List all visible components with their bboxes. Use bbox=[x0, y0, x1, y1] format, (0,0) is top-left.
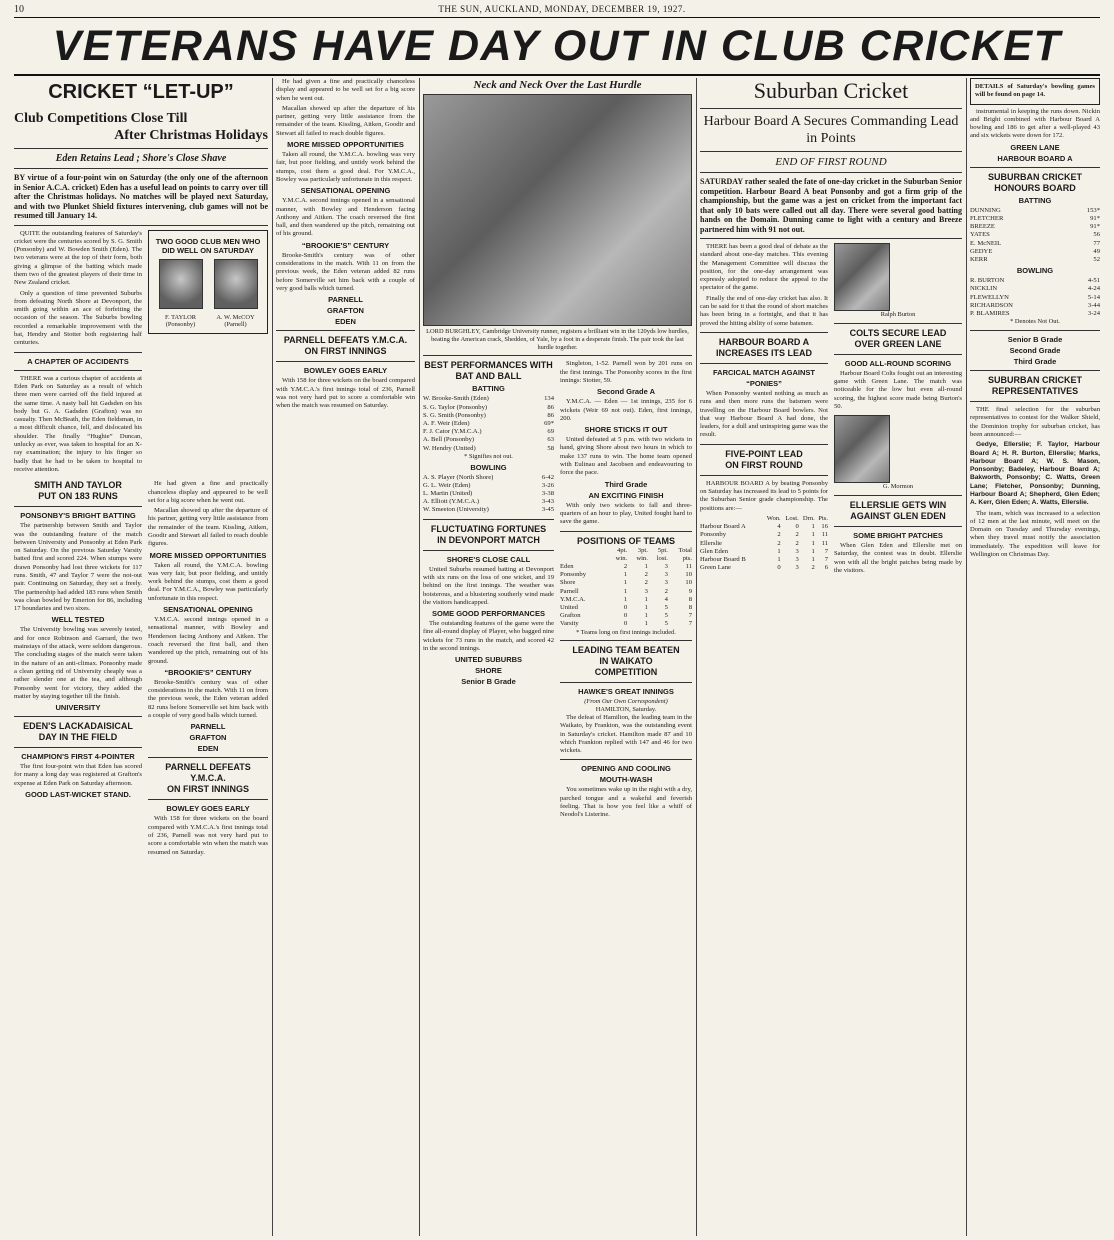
table-cell: S. G. Taylor (Ponsonby) bbox=[423, 403, 488, 411]
table-cell: 2 bbox=[664, 587, 668, 595]
article-paragraph: The University bowling was severely tested, and for once Robinson and Garrard, the two mainstays of the attack, were seldom dangerous. The concluding stages of the match were taken in the nature of an anti-climax. Ponsonby made a clean getting rid of University cheaply was a rather slender one at the tea, and although Ponsonby went for victory, they added the matter by staying together till the finish. bbox=[14, 626, 142, 700]
parnell-defeats-headline: PARNELL DEFEATS Y.M.C.A. bbox=[165, 762, 251, 784]
subdeck: Eden Retains Lead ; Shore's Close Shave bbox=[55, 153, 227, 164]
positions-subheader-row bbox=[560, 555, 692, 563]
page-folio bbox=[14, 4, 1100, 18]
suburban-deck: Harbour Board A Secures Commanding Lead in Points bbox=[703, 114, 959, 146]
best-performances-heading: BEST PERFORMANCES WITH BAT AND BALL bbox=[424, 360, 553, 382]
table-cell: 7 bbox=[688, 620, 692, 628]
table-cell: 5 bbox=[664, 612, 668, 620]
table-cell: 52 bbox=[1093, 256, 1100, 263]
article-paragraph: instrumental in keeping the runs down. Nickin and Bright combined with Harbour Board A bowling and 186 to get after a well-played 43 and six wickets were down for 172. bbox=[970, 107, 1100, 140]
article-paragraph: Brooke-Smith's century was of other considerations in the match. With 11 on from the previous week, the Eden veteran added 82 runs before Somerville set him back with a couple of very good balls which turned. bbox=[148, 678, 268, 720]
table-cell: 4pt. bbox=[617, 546, 628, 554]
table-cell: Total bbox=[678, 546, 692, 554]
points-row bbox=[700, 523, 828, 531]
table-cell: 4 bbox=[777, 523, 781, 531]
table-cell: Glen Eden bbox=[700, 547, 729, 555]
table-cell: 1 bbox=[811, 547, 815, 555]
allround-subhead: GOOD ALL-ROUND SCORING bbox=[844, 358, 952, 368]
sensational-subhead: SENSATIONAL OPENING bbox=[163, 605, 253, 615]
table-cell: 134 bbox=[544, 395, 554, 403]
table-cell: 9 bbox=[688, 587, 692, 595]
united-title: UNITED SUBURBS bbox=[454, 655, 523, 665]
table-cell: 3-38 bbox=[541, 490, 554, 498]
table-cell: 1 bbox=[644, 595, 648, 603]
batting-row bbox=[423, 436, 554, 444]
table-cell: 1 bbox=[623, 579, 628, 587]
honours-batting-row bbox=[970, 240, 1100, 248]
positions-row bbox=[560, 604, 692, 612]
positions-row bbox=[560, 588, 692, 596]
table-cell bbox=[560, 547, 607, 555]
table-cell: A. Bell (Ponsonby) bbox=[423, 436, 475, 444]
eden-title: EDEN bbox=[197, 744, 219, 754]
positions-heading: POSITIONS OF TEAMS bbox=[576, 535, 675, 546]
left-article: CRICKET “LET-UP” Club Competitions Close Till After Christmas Holidays Eden Retains Lead ; Shore's Close Shave BY virtue of a four-point win on Saturday (the only one of the afternoon in Senior A.C.A. cricket) Eden has a useful lead on points to carry over till after the Christmas holidays. No matches will be played next Saturday, and with two Plunket Shield fixtures intervening, club games will not be resumed till January 14. QUITE the outstanding features of Saturday's cricket were the centuries scored by S. G. Smith (Ponsonby) and W. Bowden Smith (Eden). The two veterans were at the top of their form, both giving a glimpse of the batting which made them two of the greatest players of their time in New Zealand cricket. Only a question of time prevented Suburbs from defeating North Shore at Devonport, the smith going within an ace of forfeiting the occasion of the season. The Suburbs bowling recorded a remarkable improvement with the bat, Hendry and Stotter both registering half centuries. A CHAPTER OF ACCIDENTS THERE was a curious chapter of accidents at Eden Park on Saturday as a result of which three men were carried off the field injured at the same time. A nasty ball hit Gadsden on his body but G. A. Gadsden (Grafton) was no casualty. Then McBeath, the Eden fieldsman, in a most difficult chance, fell, and dislocated his shoulder. The finally “Hughie” Duncan, unlucky as ever, was taken to hospital for an X-ray examination; the injury to his finger so badly that he had to be taken to hospital to receive attention. TWO GOOD CLUB MEN WHO DID WELL ON SATURDAY F. TAYLOR (Ponsonby) A. W. McCOY (Parnell) SMITH AND TAYLOR PUT ON 183 RUNS PONSONBY'S BRIGHT BATTING The partnership between Smith and Taylor was the outstanding feature of the match between University and Ponsonby at Eden Park on Saturday. On the previous Saturday Varsity batted first and scored 224. When stumps were drawn Ponsonby had lost three wickets for 117 runs. Smith, 47 and Taylor 7 were the not-out pair. Continuing on Saturday, they set a freely. The partnership had added 183 runs when Smith was clean bowled by Emerton for 86, including 17 boundaries and two sixes. WELL TESTED The University bowling was severely tested, and for once Robinson and Garrard, the two mainstays of the attack, were seldom dangerous. The concluding stages of the match were taken in the nature of an anti-climax. Ponsonby made a clean getting rid of University cheaply was a rather slender one at the tea, and although Ponsonby went for victory, they added the matter by staying together till the finish. UNIVERSITY EDEN'S LACKADAISICAL DAY IN THE FIELD CHAMPION'S FIRST 4-POINTER The first four-point win that Eden has scored for many a long day was registered at Grafton's expense at Eden Park on Saturday afternoon. GOOD LAST-WICKET STAND. He had given a fine and practically chanceless display and appeared to be well set for a big score when he went out. Macallan showed up after the departure of his partner, getting very little assistance from the remainder of the team. Kissling, Aitken, Goodir and Stewart all failed to reach double figures. MORE MISSED OPPORTUNITIES Taken all round, the Y.M.C.A. bowling was very fair, but poor fielding, and untidy work behind the stumps, cost them a good deal. For Y.M.C.A., Bowley was particularly unfortunate in this respect. SENSATIONAL OPENING Y.M.C.A. second innings opened in a sensational manner, with Bowley and Henderson facing Anthony and Aitken. The coach reversed the first ball, and then wandered up the pitch, remaining out of his ground. “BROOKIE'S” CENTURY Brooke-Smith's century was of other considerations in the match. With 11 on from the previous week, the Eden veteran added 82 runs before Somerville set him back with a couple of very good balls which turned. PARNELL GRAFTON EDEN PARNELL DEFEATS Y.M.C.A. ON FIRST INNINGS BOWLEY GOES EARLY With 158 for three wickets on the board compared with Y.M.C.A.'s first innings total of 236, Parnell was not very hard put to score a comfortable win when the match was resumed on Saturday. bbox=[14, 81, 268, 856]
positions-row bbox=[560, 612, 692, 620]
shore-close-subhead: SHORE'S CLOSE CALL bbox=[446, 554, 531, 564]
table-cell: 1 bbox=[644, 620, 648, 628]
table-cell: Harbour Board A bbox=[700, 523, 746, 531]
main-headline: VETERANS HAVE DAY OUT IN CLUB CRICKET bbox=[52, 22, 1062, 70]
senior-b-title: Senior B Grade bbox=[1007, 335, 1063, 345]
table-cell: 0 bbox=[623, 612, 628, 620]
article-paragraph: United defeated at 5 p.m. with two wickets in hand, giving Shore about two hours in which to make 137 runs to win. The home team opened with Eulinau and Jacobsen and endeavouring to force the pace. bbox=[560, 436, 692, 477]
table-cell: 91* bbox=[1090, 223, 1100, 231]
table-cell: 8 bbox=[688, 603, 692, 611]
points-row bbox=[700, 540, 828, 548]
points-row bbox=[700, 548, 828, 556]
eden-headline: EDEN'S LACKADAISICAL bbox=[23, 721, 133, 732]
table-cell: 1 bbox=[811, 555, 815, 563]
details-box: DETAILS of Saturday's bowling games will be found on page 14. bbox=[970, 78, 1100, 105]
table-cell: 3 bbox=[664, 562, 668, 570]
table-cell: win. bbox=[636, 554, 648, 562]
bowling-row bbox=[423, 482, 554, 490]
table-cell: 49 bbox=[1093, 247, 1100, 255]
suburban-article: Suburban Cricket Harbour Board A Secures Commanding Lead in Points END OF FIRST ROUND SATURDAY rather sealed the fate of one-day cricket in the Suburban Senior competition. Harbour Board A beat Ponsonby and got a firm grip of the championship, but the game was a jest on cricket from the important fact that only 10 bats were called out all day. There were several good batting hands on the Domain. Dunning came to light with a century and Breeze partnered him with 91 not out. THERE has been a good deal of debate as the standard about one-day matches. This evening the Management Committee will discuss the position, for the one-day arrangement was expressly adopted to reduce the appeal to the spectator of the game. Finally the end of one-day cricket has also. It can be said for it that the round of short matches has been bring in a fortnight, and that it has proved the hitting ability of some batsmen. HARBOUR BOARD A INCREASES ITS LEAD FARCICAL MATCH AGAINST “PONIES” When Ponsonby wanted nothing as much as runs and then more runs the batsmen were travelling on the Harbour Board bowlers. Not that way Harbour Board A had done, the leaders, for a dull and uninspiring game was the result. FIVE-POINT LEAD ON FIRST ROUND HARBOUR BOARD A by beating Ponsonby on Saturday has increased its lead to 5 points for the Suburban Senior grade championship. The positions are:— Won. Lost. Drn. Pts. Harbour Board A 4 0 1 16 Ponsonby 2 2 1 11 Ellerslie 2 2 1 11 Glen Eden 1 3 1 7 Harbour Board B 1 3 1 7 Green Lane 0 3 2 6 Ralph Burton COLTS SECURE LEAD OVER GREEN LANE GOOD ALL-ROUND SCORING Harbour Board Colts fought out an interesting game with Green Lane. The match was noticeable for the low but even all-round scoring, the highest score made being Burton's 50. G. Mormon ELLERSLIE GETS WIN AGAINST GLEN EDEN SOME BRIGHT PATCHES When Glen Eden and Ellerslie met on Saturday, the contest was in doubt. Ellerslie won with all the bright patches being made by the visitors. bbox=[700, 78, 962, 574]
table-cell: 11 bbox=[821, 539, 828, 547]
lead-paragraph: BY virtue of a four-point win on Saturday (the only one of the afternoon in Senior A.C.A. cricket) Eden has a useful lead on points to carry over till after the Christmas holidays. No matches will be played next Saturday, and with two Plunket Shield fixtures intervening, club games will not be resumed till January 14. bbox=[14, 173, 268, 220]
table-cell: A. F. Weir (Eden) bbox=[423, 420, 470, 427]
table-cell: 1 bbox=[811, 531, 815, 539]
table-cell: G. L. Weir (Eden) bbox=[423, 481, 471, 489]
table-cell: 6-42 bbox=[541, 473, 554, 481]
paper-date-line: THE SUN, AUCKLAND, MONDAY, DECEMBER 19, 1927. bbox=[438, 4, 686, 14]
grafton-title: GRAFTON bbox=[189, 733, 227, 743]
batting-row bbox=[423, 412, 554, 420]
article-paragraph: You sometimes wake up in the night with a dry, parched tongue and a wakeful and feverish feeling. That is how you feel like a whiff of Neodol's Listerine. bbox=[560, 786, 692, 819]
smith-subhead: PONSONBY'S BRIGHT BATTING bbox=[20, 511, 136, 521]
smith-taylor-headline: SMITH AND TAYLOR bbox=[34, 480, 122, 491]
deck-line-2: After Christmas Holidays bbox=[114, 128, 268, 143]
headline-rule bbox=[14, 74, 1100, 76]
honours-batting-table bbox=[970, 207, 1100, 264]
leading-team-headline: LEADING TEAM BEATEN bbox=[572, 645, 680, 656]
article-paragraph: With 158 for three wickets on the board compared with Y.M.C.A.'s first innings total of 236, Parnell was not very hard put to score a comfortable win when the match was resumed on Saturday. bbox=[148, 815, 268, 856]
table-cell: 0 bbox=[777, 564, 781, 572]
table-cell: 7 bbox=[688, 612, 692, 620]
table-cell: Pts. bbox=[818, 514, 828, 522]
table-cell: 2 bbox=[811, 564, 815, 572]
article-paragraph: THERE was a curious chapter of accidents at Eden Park on Saturday as a result of which three men were carried off the field injured at the same time. A nasty ball hit Gadsden on his body but G. A. Gadsden (Grafton) was no casualty. Then McBeath, the Eden fieldsman, in a most difficult chance, fell, and dislocated his shoulder. The finally “Hughie” Duncan, unlucky as ever, was taken to hospital for an X-ray examination; the injury to his finger so badly that he had to be taken to hospital to receive attention. bbox=[14, 374, 142, 473]
col2-article: He had given a fine and practically chanceless display and appeared to be well set for a big score when he went out. Macallan showed up after the departure of his partner, getting very little assistance from the remainder of the team. Kissling, Aitken, Goodir and Stewart all failed to reach double figures. MORE MISSED OPPORTUNITIES Taken all round, the Y.M.C.A. bowling was very fair, but poor fielding, and untidy work behind the stumps, cost them a good deal. For Y.M.C.A., Bowley was particularly unfortunate in this respect. SENSATIONAL OPENING Y.M.C.A. second innings opened in a sensational manner, with Bowley and Henderson facing Anthony and Aitken. The coach reversed the first ball, and then wandered up the pitch, remaining out of his ground. “BROOKIE'S” CENTURY Brooke-Smith's century was of other considerations in the match. With 11 on from the previous week, the Eden veteran added 82 runs before Somerville set him back with a couple of very good balls which turned. PARNELL GRAFTON EDEN PARNELL DEFEATS Y.M.C.A. ON FIRST INNINGS BOWLEY GOES EARLY With 158 for three wickets on the board compared with Y.M.C.A.'s first innings total of 236, Parnell was not very hard put to score a comfortable win when the match was resumed on Saturday. bbox=[276, 78, 415, 410]
table-cell: Ponsonby bbox=[700, 531, 727, 539]
table-cell: 4-24 bbox=[1087, 285, 1100, 293]
table-cell: 0 bbox=[623, 620, 628, 628]
table-cell: 91* bbox=[1090, 214, 1100, 222]
table-cell: 1 bbox=[623, 571, 628, 579]
table-cell: 3-45 bbox=[541, 506, 554, 514]
table-cell: Won. bbox=[766, 514, 781, 522]
photo-caption: LORD BURGHLEY, Cambridge University runner, registers a brilliant win in the 120yds low hurdles, beating the American crack, Shedden, of Yale, by a foot in a desperate finish. The pair took the last hurdle together. bbox=[426, 328, 689, 351]
table-cell: 56 bbox=[1093, 231, 1100, 239]
batting-row bbox=[423, 428, 554, 436]
brookie-subhead: “BROOKIE'S” CENTURY bbox=[164, 667, 252, 677]
table-cell: Varsity bbox=[560, 620, 579, 628]
table-cell: FLEWELLYN bbox=[970, 293, 1009, 301]
table-cell: E. McNEIL bbox=[970, 239, 1002, 247]
cricket-letup-headline: CRICKET “LET-UP” bbox=[48, 81, 234, 103]
positions-row bbox=[560, 563, 692, 571]
table-cell: 3-26 bbox=[541, 481, 554, 489]
table-cell: 3 bbox=[795, 547, 799, 555]
honours-batting-row bbox=[970, 231, 1100, 239]
table-cell: 69 bbox=[547, 428, 554, 436]
table-cell: KERR bbox=[970, 256, 988, 263]
batting-row bbox=[423, 395, 554, 403]
table-cell: Green Lane bbox=[700, 564, 731, 572]
table-cell bbox=[560, 555, 607, 563]
photo-club: (Parnell) bbox=[224, 321, 247, 329]
grade-a2-title: Second Grade A bbox=[596, 387, 656, 397]
hawke-subhead: HAWKE'S GREAT INNINGS bbox=[578, 687, 674, 697]
table-cell: 16 bbox=[821, 523, 828, 531]
harbour-a-title: HARBOUR BOARD A bbox=[997, 153, 1073, 163]
bowling-table bbox=[423, 474, 554, 515]
article-paragraph: With only two wickets to fall and three-quarters of an hour to play, United fought hard to save the game. bbox=[560, 501, 692, 526]
batting-table bbox=[423, 395, 554, 452]
bowley-subhead: BOWLEY GOES EARLY bbox=[166, 804, 250, 814]
table-cell: win. bbox=[615, 554, 628, 562]
points-row bbox=[700, 556, 828, 564]
photo-box bbox=[148, 230, 268, 335]
suburban-lead: SATURDAY rather sealed the fate of one-day cricket in the Suburban Senior competition. Harbour Board A beat Ponsonby and got a firm grip of the championship, but the game was a jest on cricket from the important fact that only 10 bats were called out all day. There were several good batting hands on the Domain. Dunning came to light with a century and Breeze partnered him with 91 not out. bbox=[700, 177, 962, 234]
table-cell: Eden bbox=[560, 562, 574, 570]
points-row bbox=[700, 531, 828, 539]
honours-bowling-row bbox=[970, 294, 1100, 302]
well-tested-subhead: WELL TESTED bbox=[51, 615, 105, 625]
honours-bowling-row bbox=[970, 277, 1100, 285]
bowling-row bbox=[423, 506, 554, 514]
article-paragraph: When Glen Eden and Ellerslie met on Saturday, the contest was in doubt. Ellerslie won with all the bright patches being made by the visitors. bbox=[834, 542, 962, 574]
bowling-row bbox=[423, 474, 554, 482]
table-cell: S. G. Smith (Ponsonby) bbox=[423, 411, 486, 419]
table-cell: 5pt. bbox=[657, 546, 668, 554]
table-cell: R. BURTON bbox=[970, 277, 1005, 285]
positions-row bbox=[560, 596, 692, 604]
deck-line-1: Club Competitions Close Till bbox=[14, 111, 188, 126]
table-cell: 1 bbox=[811, 539, 815, 547]
table-cell: 5-14 bbox=[1087, 293, 1100, 301]
article-paragraph: The first four-point win that Eden has scored for many a long day was registered at Grafton's expense at Eden Park on Saturday afternoon. bbox=[14, 763, 142, 787]
article-paragraph: Only a question of time prevented Suburbs from defeating North Shore at Devonport, the smith going within an ace of forfeiting the occasion of the season. The Suburbs bowling recorded a remarkable improvement with the bat, Hendry and Stotter both registering half centuries. bbox=[14, 289, 142, 347]
honours-bowling-table bbox=[970, 277, 1100, 318]
table-cell: 63 bbox=[547, 436, 554, 444]
table-cell: Y.M.C.A. bbox=[560, 595, 586, 603]
eden-subhead: CHAMPION'S FIRST 4-POINTER bbox=[21, 752, 135, 762]
table-cell: Lost. bbox=[785, 514, 799, 522]
table-cell: 3 bbox=[644, 587, 648, 595]
table-cell: 2 bbox=[777, 539, 781, 547]
table-cell bbox=[700, 515, 762, 523]
table-cell: Grafton bbox=[560, 612, 581, 620]
table-cell: 2 bbox=[777, 531, 781, 539]
table-cell: DUNNING bbox=[970, 206, 1001, 214]
honours-batting-row bbox=[970, 223, 1100, 231]
table-cell: 77 bbox=[1093, 239, 1100, 247]
mormon-photo bbox=[834, 415, 890, 483]
table-cell: 1 bbox=[623, 595, 628, 603]
taylor-photo bbox=[159, 259, 203, 309]
honours-batting-row bbox=[970, 207, 1100, 215]
table-cell: L. Martin (United) bbox=[423, 490, 473, 498]
table-cell: Ponsonby bbox=[560, 571, 587, 579]
table-cell: 1 bbox=[623, 587, 628, 595]
photo-title: Neck and Neck Over the Last Hurdle bbox=[473, 79, 642, 91]
table-cell: 3 bbox=[795, 564, 799, 572]
table-cell: 10 bbox=[685, 579, 692, 587]
five-point-headline: FIVE-POINT LEAD bbox=[725, 448, 803, 459]
table-cell: 10 bbox=[685, 571, 692, 579]
table-cell: 5 bbox=[664, 603, 668, 611]
honours-headline: SUBURBAN CRICKET bbox=[988, 171, 1082, 182]
article-paragraph: HARBOUR BOARD A by beating Ponsonby on Saturday has increased its lead to 5 points for the Suburban Senior grade championship. The positions are:— bbox=[700, 479, 828, 512]
article-paragraph: The defeat of Hamilton, the leading team in the Waikato, by Frankton, was the outstanding event in Saturday's cricket. Hamilton made 87 and 10 which Frankton replied with 147 and 46 for two wickets. bbox=[560, 713, 692, 755]
table-cell: 2 bbox=[795, 539, 799, 547]
reps-headline: SUBURBAN CRICKET bbox=[988, 375, 1082, 386]
table-cell: Ellerslie bbox=[700, 539, 722, 547]
table-cell: 2 bbox=[644, 571, 648, 579]
table-cell: 3 bbox=[664, 571, 668, 579]
points-row bbox=[700, 564, 828, 572]
table-cell: 7 bbox=[824, 555, 828, 563]
table-cell: 6 bbox=[824, 564, 828, 572]
right-column: DETAILS of Saturday's bowling games will be found on page 14. instrumental in keeping the runs down. Nickin and Bright combined with Harbour Board A bowling and 186 to get after a well-played 43 and six wickets were down for 172. GREEN LANE HARBOUR BOARD A SUBURBAN CRICKET HONOURS BOARD BATTING DUNNING 153* FLETCHER 91* BREEZE 91* YATES 56 E. McNEIL 77 GEDYE 49 KERR 52 BOWLING R. BURTON 4-51 NICKLIN 4-24 FLEWELLYN 5-14 RICHARDSON 3-44 P. BLAMIRES 3-24 * Denotes Not Out. Senior B Grade Second Grade Third Grade SUBURBAN CRICKET REPRESENTATIVES THE final selection for the suburban representatives to contest for the Walker Shield, the Dominion trophy for suburban cricket, has been announced:— Gedye, Ellerslie; F. Taylor, Harbour Board A; H. R. Burton, Ellerslie; Marks, Harbour Board A; W. S. Mason, Ponsonby; Badeley, Harbour Board A; Bakworth, Ponsonby; C. Watts, Green Lane; Fletcher, Ponsonby; Dunning, Harbour Board A; Shepherd, Glen Eden; A. Kerr, Glen Eden; A. Watts, Ellerslie. The team, which was increased to a selection of 12 men at the last minute, will meet on the Domain on Tuesday and Thursday evenings, when they travel must notify the association immediately. The expedition will leave for Wellington on Christmas Day. bbox=[970, 78, 1100, 1236]
article-paragraph: Taken all round, the Y.M.C.A. bowling was very fair, but poor fielding, and untidy work behind the stumps, cost them a good deal. For Y.M.C.A., Bowley was particularly unfortunate in this respect. bbox=[148, 561, 268, 602]
table-cell: 3-24 bbox=[1087, 310, 1100, 318]
second-grade-title: Second Grade bbox=[1009, 346, 1061, 356]
table-cell: RICHARDSON bbox=[970, 301, 1013, 309]
points-header-row bbox=[700, 515, 828, 523]
burton-photo bbox=[834, 243, 890, 311]
honours-bowling-row bbox=[970, 302, 1100, 310]
table-cell: A. Elliott (Y.M.C.A.) bbox=[423, 498, 480, 506]
third-grade-title: Third Grade bbox=[1013, 357, 1057, 367]
table-cell: 2 bbox=[623, 562, 628, 570]
honours-batting-row bbox=[970, 256, 1100, 264]
page-number: 10 bbox=[14, 4, 24, 15]
center-section: Neck and Neck Over the Last Hurdle LORD BURGHLEY, Cambridge University runner, registers a brilliant win in the 120yds low hurdles, beating the American crack, Shedden, of Yale, by a foot in a desperate finish. The pair took the last hurdle together. BEST PERFORMANCES WITH BAT AND BALL BATTING W. Brooke-Smith (Eden) 134 S. G. Taylor (Ponsonby) 86 S. G. Smith (Ponsonby) 86 A. F. Weir (Eden) 69* F. J. Cator (Y.M.C.A.) 69 A. Bell (Ponsonby) 63 W. Hendry (United) 58 * Signifies not out. BOWLING A. S. Player (North Shore) 6-42 G. L. Weir (Eden) 3-26 L. Martin (United) 3-38 A. Elliott (Y.M.C.A.) 3-43 W. Smeeton (University) 3-45 FLUCTUATING FORTUNES IN DEVONPORT MATCH SHORE'S CLOSE CALL United Suburbs resumed batting at Devonport with six runs on the loss of one wicket, and 19 behind on the first innings. The weather was boisterous, and a blustering southerly wind made the visitors handicapped. SOME GOOD PERFORMANCES The outstanding features of the game were the fine all-round display of Player, who bagged nine wickets for 73 runs in the match, and scored 42 in the second innings. UNITED SUBURBS SHORE Senior B Grade Singleton, 1-52. Parnell won by 201 runs on the first innings. The Ponsonby scores in the first innings: Stotter, 59. Second Grade A Y.M.C.A. — Eden — 1st innings, 235 for 6 wickets (Weir 69 not out). Eden, first innings, 200. SHORE STICKS IT OUT United defeated at 5 p.m. with two wickets in hand, giving Shore about two hours in which to make 137 runs to win. The home team opened with Eulinau and Jacobsen and endeavouring to force the pace. Third Grade AN EXCITING FINISH With only two wickets to fall and three-quarters of an hour to play, United fought hard to save the game. POSITIONS OF TEAMS 4pt. 3pt. 5pt. Total win. win. lost. pts. Eden 2 1 3 11 Ponsonby 1 2 3 10 Shore 1 2 3 10 Parnell 1 3 2 9 Y.M.C.A. 1 1 4 8 United 0 1 5 8 Grafton 0 1 5 7 Varsity 0 1 5 7 * Teams long on first innings included. LEADING TEAM BEATEN IN WAIKATO COMPETITION HAWKE'S GREAT INNINGS (From Our Own Correspondent) HAMILTON, Saturday. The defeat of Hamilton, the leading team in the Waikato, by Frankton, was the outstanding event in Saturday's cricket. Hamilton made 87 and 10 which Frankton replied with 147 and 46 for two wickets. OPENING AND COOLING MOUTH-WASH You sometimes wake up in the night with a dry, parched tongue and a wakeful and feverish feeling. That is how you feel like a whiff of Neodol's Listerine. bbox=[423, 79, 692, 819]
table-cell: P. BLAMIRES bbox=[970, 310, 1010, 318]
table-cell: 11 bbox=[821, 531, 828, 539]
article-paragraph: The outstanding features of the game were the fine all-round display of Player, who bagged nine wickets for 73 runs in the match, and scored 42 in the second innings. bbox=[423, 620, 554, 652]
article-paragraph: The team, which was increased to a selection of 12 men at the last minute, will meet on the Domain on Tuesday and Thursday evenings, when they travel must notify the association immediately. The expedition will leave for Wellington on Christmas Day. bbox=[970, 509, 1100, 559]
shore-sticks-subhead: SHORE STICKS IT OUT bbox=[584, 425, 668, 435]
exciting-subhead: AN EXCITING FINISH bbox=[588, 490, 664, 500]
good-perf-subhead: SOME GOOD PERFORMANCES bbox=[432, 609, 545, 619]
article-paragraph: THERE has been a good deal of debate as the standard about one-day matches. This evening the Management Committee will discuss the position, for the one-day arrangement was expressly adopted to reduce the appeal to the spectator of the game. bbox=[700, 243, 828, 292]
table-cell: YATES bbox=[970, 231, 990, 239]
hurdle-race-photo bbox=[423, 94, 692, 326]
table-cell: FLETCHER bbox=[970, 214, 1004, 222]
table-cell: Drn. bbox=[802, 514, 815, 522]
table-cell: 1 bbox=[811, 523, 815, 531]
article-paragraph: He had given a fine and practically chanceless display and appeared to be well set for a big score when he went out. bbox=[148, 480, 268, 504]
bright-subhead: SOME BRIGHT PATCHES bbox=[853, 531, 943, 541]
bowling-row bbox=[423, 490, 554, 498]
table-cell: 3pt. bbox=[637, 546, 648, 554]
chapter-heading: A CHAPTER OF ACCIDENTS bbox=[27, 356, 129, 366]
table-cell: 86 bbox=[547, 411, 554, 419]
honours-bowling-row bbox=[970, 285, 1100, 293]
positions-row bbox=[560, 571, 692, 579]
article-paragraph: Y.M.C.A. second innings opened in a sensational manner, with Bowley and Henderson facing Anthony and Aitken. The coach reversed the first ball, and then wandered up the pitch, remaining out of his ground. bbox=[148, 616, 268, 665]
table-cell: Shore bbox=[560, 579, 576, 587]
table-cell: United bbox=[560, 603, 578, 611]
table-cell: 8 bbox=[688, 595, 692, 603]
missed-subhead: MORE MISSED OPPORTUNITIES bbox=[149, 550, 267, 560]
article-paragraph: THE final selection for the suburban representatives to contest for the Walker Shield, the Dominion trophy for suburban cricket, has been announced:— bbox=[970, 406, 1100, 438]
mccoy-photo bbox=[214, 259, 258, 309]
table-cell: 7 bbox=[824, 547, 828, 555]
table-cell: NICKLIN bbox=[970, 285, 998, 293]
positions-row bbox=[560, 620, 692, 628]
batting-row bbox=[423, 404, 554, 412]
table-cell: 1 bbox=[644, 562, 648, 570]
points-table bbox=[700, 515, 828, 572]
article-paragraph: When Ponsonby wanted nothing as much as runs and then more runs the batsmen were travelling on the Harbour Board bowlers. Not that way Harbour Board A had done, the leaders, for a dull and uninspiring game was the result. bbox=[700, 389, 828, 439]
third-grade-title: Third Grade bbox=[604, 479, 648, 489]
article-paragraph: Harbour Board Colts fought out an interesting game with Green Lane. The match was noticeable for the low but even all-round scoring, the highest score made being Burton's 50. bbox=[834, 369, 962, 410]
photo-name: A. W. McCOY bbox=[216, 313, 255, 321]
table-cell: 69* bbox=[544, 420, 554, 427]
positions-table bbox=[560, 547, 692, 629]
positions-header-row bbox=[560, 547, 692, 555]
table-cell: 58 bbox=[547, 444, 554, 452]
honours-bowling-row bbox=[970, 310, 1100, 318]
table-cell: 0 bbox=[623, 603, 628, 611]
table-cell: 3-43 bbox=[541, 498, 554, 506]
honours-batting-row bbox=[970, 248, 1100, 256]
green-lane-title: GREEN LANE bbox=[1010, 142, 1060, 152]
table-cell: Harbour Board B bbox=[700, 555, 746, 563]
top-rule bbox=[14, 17, 1100, 18]
mouthwash-headline: OPENING AND COOLING bbox=[581, 764, 671, 774]
batting-row bbox=[423, 445, 554, 453]
table-cell: 3 bbox=[664, 579, 668, 587]
batting-row bbox=[423, 420, 554, 428]
table-cell: GEDYE bbox=[970, 247, 993, 255]
table-cell: 86 bbox=[547, 403, 554, 411]
table-cell: 11 bbox=[685, 562, 692, 570]
photo-name: F. TAYLOR bbox=[165, 313, 196, 321]
positions-row bbox=[560, 579, 692, 587]
suburban-subdeck: END OF FIRST ROUND bbox=[775, 156, 887, 168]
fluct-headline: FLUCTUATING FORTUNES bbox=[430, 523, 547, 534]
table-cell: 1 bbox=[644, 603, 648, 611]
article-paragraph: Finally the end of one-day cricket has also. It can be said for it that the round of short matches has been bring in a fortnight, and that it has proved the hitting ability of some batsmen. bbox=[700, 294, 828, 327]
table-cell: 4 bbox=[664, 595, 668, 603]
table-cell: 2 bbox=[795, 531, 799, 539]
hb-headline: HARBOUR BOARD A bbox=[718, 336, 810, 347]
article-paragraph: United Suburbs resumed batting at Devonport with six runs on the loss of one wicket, and 19 behind on the first innings. The weather was boisterous, and a blustering southerly wind made the visitors handicapped. bbox=[423, 565, 554, 606]
table-cell: 153* bbox=[1086, 206, 1100, 214]
article-paragraph: The partnership between Smith and Taylor was the outstanding feature of the match between University and Ponsonby at Eden Park on Saturday. On the previous Saturday Varsity batted first and scored 224. When stumps were drawn Ponsonby had lost three wickets for 117 runs. Smith, 47 and Taylor 7 were the not-out pair. Continuing on Saturday, they set a freely. The partnership had added 183 runs when Smith was clean bowled by Emerton for 86, including 17 boundaries and two sixes. bbox=[14, 522, 143, 613]
parnell-title: PARNELL bbox=[190, 722, 226, 732]
table-cell: 5 bbox=[664, 620, 668, 628]
shore-title: SHORE bbox=[475, 666, 502, 676]
table-cell: 1 bbox=[777, 555, 781, 563]
photo-club: (Ponsonby) bbox=[165, 321, 196, 329]
photo-box-title: TWO GOOD CLUB MEN WHO DID WELL ON SATURDAY bbox=[155, 236, 261, 255]
good-stand-subhead: GOOD LAST-WICKET STAND. bbox=[25, 790, 131, 800]
table-cell: 3 bbox=[795, 555, 799, 563]
table-cell: Parnell bbox=[560, 587, 579, 595]
table-cell: F. J. Cator (Y.M.C.A.) bbox=[423, 428, 482, 436]
suburban-headline: Suburban Cricket bbox=[753, 78, 909, 103]
table-cell: W. Brooke-Smith (Eden) bbox=[423, 395, 489, 403]
table-cell: 1 bbox=[644, 612, 648, 620]
article-paragraph: QUITE the outstanding features of Saturday's cricket were the centuries scored by S. G. Smith (Ponsonby) and W. Bowden Smith (Eden). The two veterans were at the top of their form, both giving a glimpse of the batting which made them two of the greatest players of their time in New Zealand cricket. bbox=[14, 229, 142, 287]
senior-b-title: Senior B Grade bbox=[461, 677, 516, 687]
table-cell: 0 bbox=[795, 523, 799, 531]
table-cell: 2 bbox=[644, 579, 648, 587]
table-cell: 4-51 bbox=[1087, 277, 1100, 285]
bowling-row bbox=[423, 498, 554, 506]
table-cell: 3-44 bbox=[1087, 301, 1100, 309]
article-paragraph: Y.M.C.A. — Eden — 1st innings, 235 for 6 wickets (Weir 69 not out). Eden, first innings, 200. bbox=[560, 398, 692, 422]
article-paragraph: Singleton, 1-52. Parnell won by 201 runs on the first innings. The Ponsonby scores in the first innings: Stotter, 59. bbox=[560, 360, 692, 384]
table-cell: W. Smeeton (University) bbox=[423, 506, 489, 514]
article-paragraph: Macallan showed up after the departure of his partner, getting very little assistance from the remainder of the team. Kissling, Aitken, Goodir and Stewart all failed to reach double figures. bbox=[148, 507, 268, 548]
ellerslie-headline: ELLERSLIE GETS WIN bbox=[849, 500, 947, 511]
colts-headline: COLTS SECURE LEAD bbox=[849, 327, 947, 338]
table-cell: BREEZE bbox=[970, 223, 995, 231]
university-title: UNIVERSITY bbox=[55, 703, 101, 713]
table-cell: 1 bbox=[777, 547, 781, 555]
honours-batting-row bbox=[970, 215, 1100, 223]
reps-list: Gedye, Ellerslie; F. Taylor, Harbour Board A; H. R. Burton, Ellerslie; Marks, Harbour Board A; W. S. Mason, Ponsonby; Badeley, Harbour Board A; Bakworth, Ponsonby; C. Watts, Green Lane; Fletcher, Ponsonby; Dunning, Harbour Board A; Shepherd, Glen Eden; A. Kerr, Glen Eden; A. Watts, Ellerslie. bbox=[970, 441, 1100, 507]
table-cell: pts. bbox=[682, 554, 692, 562]
table-cell: lost. bbox=[656, 554, 668, 562]
table-cell: W. Hendry (United) bbox=[423, 444, 476, 452]
farcical-subhead: FARCICAL MATCH AGAINST bbox=[713, 367, 815, 377]
table-cell: A. S. Player (North Shore) bbox=[423, 473, 494, 481]
